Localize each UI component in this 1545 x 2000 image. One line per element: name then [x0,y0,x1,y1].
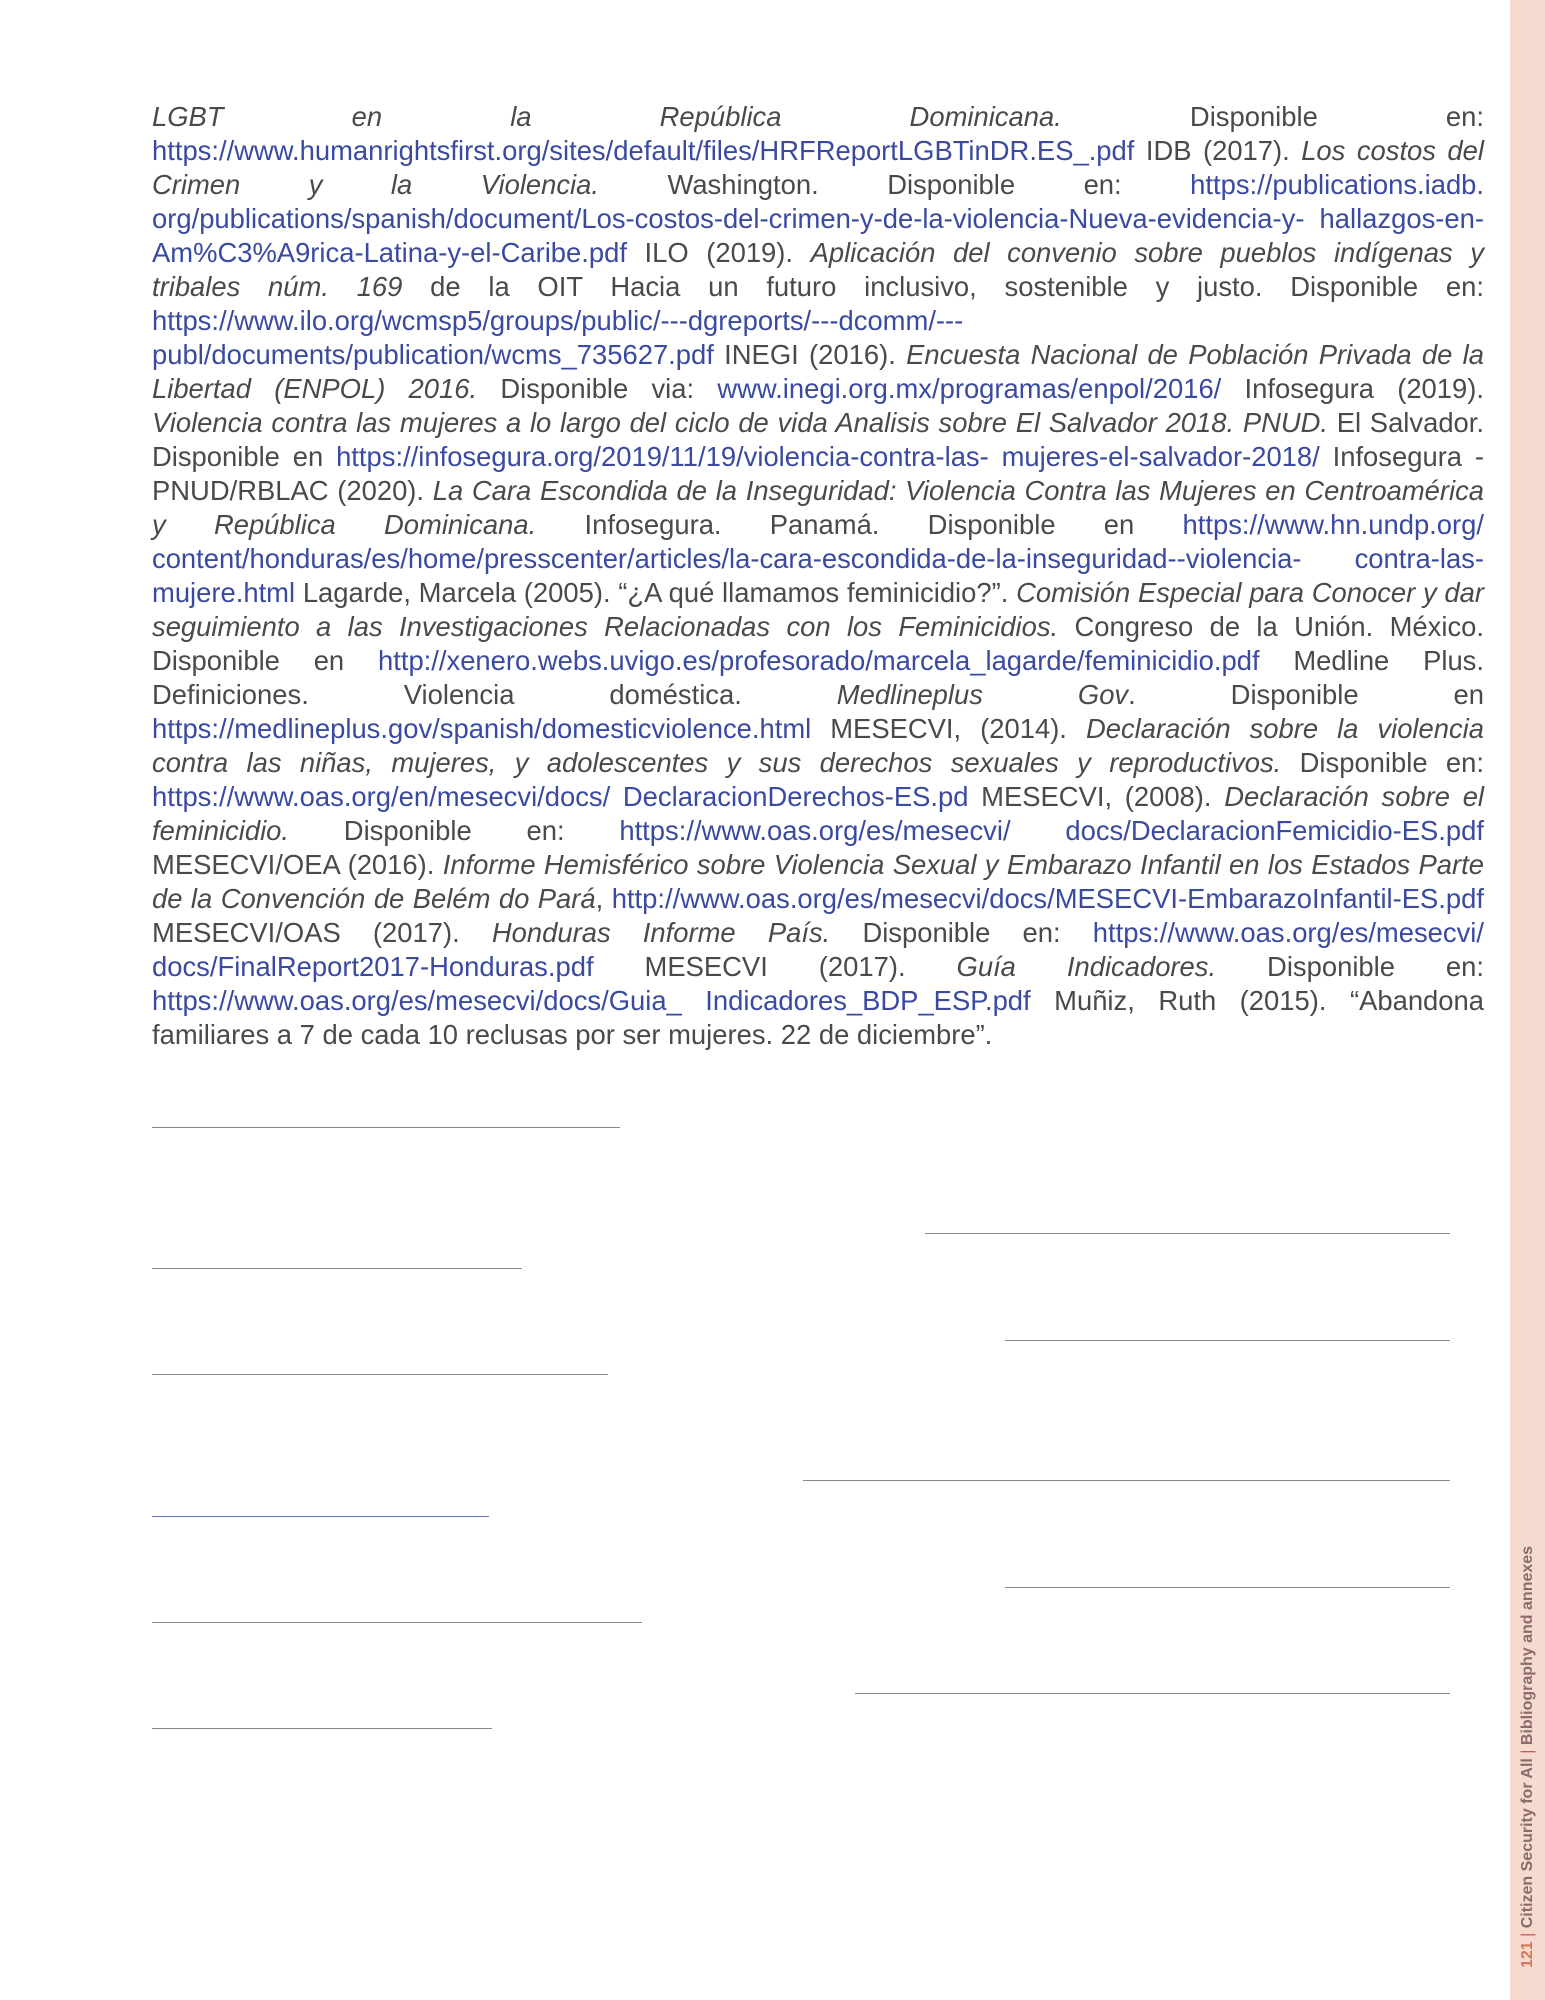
ref-title: Aplicación del convenio sobre pueblos indígenas y tribales núm. 169 [152,237,1484,302]
ref-link[interactable]: https://www.oas.org/en/mesecvi/docs/ DeclaracionDerechos-ES.pd [152,781,969,812]
ref-text: Disponible en: [1281,747,1484,778]
report-title: Citizen Security for All [1518,1758,1536,1929]
divider [152,1374,608,1375]
section-title: Bibliography and annexes [1518,1545,1536,1746]
ref-text: MESECVI, (2008). [968,781,1225,812]
page-sidebar [1510,0,1545,2000]
ref-text: Infosegura (2019). [1221,373,1484,404]
ref-text: MESECVI (2017). [593,951,957,982]
ref-link[interactable]: https://www.oas.org/es/mesecvi/ docs/DeclaracionFemicidio-ES.pdf [619,815,1484,846]
ref-link[interactable]: https://infosegura.org/2019/11/19/violencia-contra-las- mujeres-el-salvador-2018/ [336,441,1320,472]
divider [925,1233,1450,1234]
divider [152,1622,642,1623]
ref-text: Disponible via: [477,373,718,404]
separator: | [1518,1745,1536,1759]
ref-link[interactable]: https://www.humanrightsfirst.org/sites/default/files/HRFReportLGBTinDR.ES_.pdf [152,135,1135,166]
bibliography-text [152,100,1484,1052]
ref-text: Muñiz, Ruth (2015). “Abandona familiares a 7 de cada 10 reclusas por ser mujeres. 22 de diciembre”. [152,985,1484,1050]
ref-title: Los costos del Crimen y la Violencia. [152,135,1484,200]
ref-title: Declaración sobre la violencia contra las niñas, mujeres, y adolescentes y sus derechos sexuales y reproductivos. [152,713,1484,778]
divider [1005,1340,1450,1341]
divider [803,1480,1450,1481]
ref-text: MESECVI/OEA (2016). [152,849,443,880]
ref-title: La Cara Escondida de la Inseguridad: Violencia Contra las Mujeres en Centroamérica y República Dominicana. [152,475,1485,540]
divider [1005,1587,1450,1588]
ref-title: LGBT en la República Dominicana. [152,101,1062,132]
ref-text: Washington. Disponible en: [599,169,1191,200]
ref-text: MESECVI/OAS (2017). [152,917,492,948]
ref-title: Honduras Informe País. [491,917,831,948]
ref-link[interactable]: http://www.oas.org/es/mesecvi/docs/MESECVI-EmbarazoInfantil-ES.pdf [611,883,1484,914]
divider [855,1693,1450,1694]
ref-text: Congreso de la Unión. México. Disponible en [152,611,1484,676]
ref-text: Infosegura. Panamá. Disponible en [536,509,1183,540]
ref-link[interactable]: www.inegi.org.mx/programas/enpol/2016/ [717,373,1222,404]
ref-text: IDB (2017). [1134,135,1302,166]
ref-text: MESECVI, (2014). [811,713,1086,744]
ref-title: Guía Indicadores. [956,951,1217,982]
divider [152,1127,620,1128]
ref-text: de la OIT Hacia un futuro inclusivo, sostenible y justo. Disponible en: [402,271,1484,302]
ref-text: El Salvador. Disponible en [152,407,1485,472]
ref-text: ILO (2019). [626,237,811,268]
ref-title: Declaración sobre el feminicidio. [152,781,1485,846]
ref-text: INEGI (2016). [713,339,907,370]
ref-title: Comisión Especial para Conocer y dar seguimiento a las Investigaciones Relacionadas con los Feminicidios. [152,577,1484,642]
running-footer [1519,1546,1537,1968]
ref-title: Violencia contra las mujeres a lo largo del ciclo de vida Analisis sobre El Salvador 2018. PNUD. [152,407,1329,438]
ref-text: . Disponible en [1128,679,1484,710]
ref-title: Encuesta Nacional de Población Privada de la Libertad (ENPOL) 2016. [152,339,1484,404]
divider [152,1516,489,1517]
separator: | [1518,1928,1536,1942]
ref-text: Lagarde, Marcela (2005). “¿A qué llamamos feminicidio?”. [295,577,1017,608]
ref-link[interactable]: http://xenero.webs.uvigo.es/profesorado/marcela_lagarde/feminicidio.pdf [377,645,1260,676]
ref-link[interactable]: https://www.oas.org/es/mesecvi/docs/Guia_ Indicadores_BDP_ESP.pdf [152,985,1031,1016]
ref-link[interactable]: https://medlineplus.gov/spanish/domesticviolence.html [152,713,812,744]
divider [152,1728,492,1729]
ref-title: Informe Hemisférico sobre Violencia Sexual y Embarazo Infantil en los Estados Parte de la Convención de Belém do Pará [152,849,1485,914]
ref-text: Disponible en: [1216,951,1484,982]
ref-link[interactable]: https://www.oas.org/es/mesecvi/ docs/FinalReport2017-Honduras.pdf [152,917,1484,982]
ref-text: Infosegura - PNUD/RBLAC (2020). [152,441,1485,506]
ref-title: Medlineplus Gov [836,679,1129,710]
ref-text: Disponible en: [1061,101,1484,132]
ref-text: Disponible en: [289,815,620,846]
divider [152,1268,522,1269]
ref-link[interactable]: https://www.ilo.org/wcmsp5/groups/public/---dgreports/---dcomm/---publ/documents/publication/wcms_735627.pdf [152,305,964,370]
ref-link[interactable]: https://www.hn.undp.org/ content/honduras/es/home/presscenter/articles/la-cara-escondida-de-la-inseguridad--violencia- contra-las-mujere.html [152,509,1484,608]
page-number: 121 [1518,1941,1536,1968]
ref-text: Medline Plus. Definiciones. Violencia doméstica. [152,645,1484,710]
ref-text: Disponible en: [830,917,1093,948]
ref-link[interactable]: https://publications.iadb. org/publications/spanish/document/Los-costos-del-crimen-y-de-la-violencia-Nueva-evidencia-y- hallazgos-en-Am%C3%A9rica-Latina-y-el-Caribe.pdf [152,169,1485,268]
ref-text: , [595,883,612,914]
